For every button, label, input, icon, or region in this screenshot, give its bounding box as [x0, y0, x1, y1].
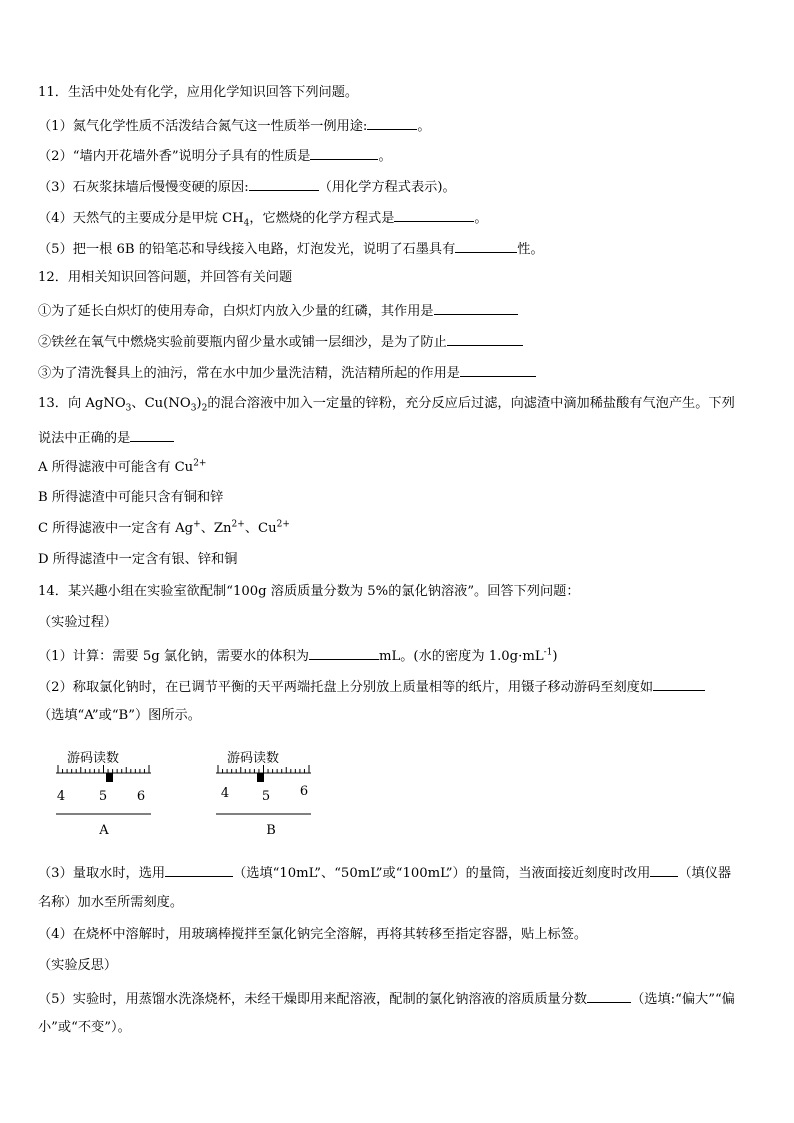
vernier-figure-b [210, 745, 320, 845]
q13-stem2-text: 说法中正确的是 [38, 431, 131, 446]
q12-item2-text: ②铁丝在氧气中燃烧实验前要瓶内留少量水或铺一层细沙，是为了防止 [38, 335, 447, 350]
superscript: 2+ [193, 458, 207, 469]
q11-part1-end: 。 [417, 119, 431, 134]
tick-label-5: 5 [261, 789, 271, 804]
q11-part5-end: 性。 [517, 242, 544, 257]
q13-option-c[interactable] [38, 520, 290, 538]
answer-blank[interactable] [165, 862, 233, 877]
q14-section-reflection: （实验反思） [38, 958, 118, 973]
q14-part3-after: （填仪器 [678, 866, 732, 881]
q12-item2 [38, 331, 523, 352]
q11-part4 [38, 207, 488, 228]
q11-part4-end: 。 [474, 211, 488, 226]
answer-blank[interactable] [455, 238, 517, 253]
figure-b-label: B [266, 823, 276, 838]
q12-item1 [38, 300, 518, 321]
scale-ticks [58, 765, 149, 773]
q14-part1-end: ) [552, 649, 558, 664]
q14-part2-line2: （选填“A”或“B”）图所示。 [38, 708, 201, 723]
q14-stem: 14．某兴趣小组在实验室欲配制“100g 溶质质量分数为 5%的氯化钠溶液”。回答下列问题： [38, 584, 580, 599]
tick-label-6: 6 [299, 784, 309, 799]
q11-part2-text: （2）“墙内开花墙外香”说明分子具有的性质是 [38, 149, 311, 164]
q11-part4-text: （4）天然气的主要成分是甲烷 CH [38, 211, 244, 226]
tick-label-5: 5 [98, 789, 108, 804]
q11-part1-text: （1）氮气化学性质不活泼结合氮气这一性质举一例用途: [38, 119, 368, 134]
q11-stem: 11．生活中处处有化学，应用化学知识回答下列问题。 [38, 85, 359, 100]
q13-option-a-text: A 所得滤液中可能含有 Cu [38, 460, 194, 475]
rider-marker [106, 773, 113, 782]
superscript: -1 [543, 647, 553, 658]
figure-b-caption: 游码读数 [227, 751, 280, 766]
q14-part2 [38, 676, 705, 697]
subscript: 2 [201, 403, 208, 414]
q14-part1-after: mL。(水的密度为 1.0g·mL [378, 649, 544, 664]
q14-part5-line2: 小”或“不变”）。 [38, 1020, 131, 1035]
q13-stem-line2 [38, 427, 174, 448]
vernier-figure-a [48, 745, 158, 845]
q14-part2-text: （2）称取氯化钠时，在已调节平衡的天平两端托盘上分别放上质量相等的纸片，用镊子移动游码至刻度如 [38, 680, 654, 695]
answer-blank[interactable] [650, 862, 678, 877]
subscript: 3 [125, 403, 132, 414]
q13-option-b[interactable] [38, 489, 223, 507]
q11-part5-text: （5）把一根 6B 的铅笔芯和导线接入电路，灯泡发光，说明了石墨具有 [38, 242, 456, 257]
answer-blank[interactable] [249, 176, 319, 191]
q11-part2 [38, 145, 392, 166]
scale-ticks [218, 765, 309, 773]
q14-part5 [38, 988, 735, 1009]
q13-stem-b: 、Cu(NO [131, 396, 191, 411]
q13-option-a[interactable] [38, 459, 206, 477]
superscript: + [193, 519, 201, 530]
q13-stem-c: ) [196, 396, 202, 411]
tick-label-4: 4 [220, 786, 230, 801]
subscript: 3 [190, 403, 197, 414]
q14-part3-line2: 名称）加水至所需刻度。 [38, 895, 184, 910]
tick-label-6: 6 [136, 789, 146, 804]
answer-blank[interactable] [653, 676, 705, 691]
q13-option-b-text: B 所得滤渣中可能只含有铜和锌 [38, 490, 224, 505]
q11-part2-end: 。 [378, 149, 392, 164]
q14-part3 [38, 862, 731, 883]
q14-part5-text: （5）实验时，用蒸馏水洗涤烧杯，未经干燥即用来配溶液，配制的氯化钠溶液的溶质质量分数 [38, 992, 588, 1007]
answer-blank[interactable] [447, 331, 523, 346]
q12-item1-text: ①为了延长白炽灯的使用寿命，白炽灯内放入少量的红磷，其作用是 [38, 304, 434, 319]
answer-blank[interactable] [394, 207, 474, 222]
q14-part5-after: （选填:“偏大”“偏 [631, 992, 735, 1007]
figure-a-label: A [99, 823, 109, 838]
answer-blank[interactable] [367, 115, 417, 130]
q14-part3-text: （3）量取水时，选用 [38, 866, 166, 881]
q13-stem-d: 的混合溶液中加入一定量的锌粉，充分反应后过滤，向滤渣中滴加稀盐酸有气泡产生。下列 [207, 396, 735, 411]
q13-option-d-text: D 所得滤渣中一定含有银、锌和铜 [38, 552, 238, 567]
q12-stem: 12．用相关知识回答问题，并回答有关问题 [38, 270, 293, 285]
superscript: 2+ [276, 519, 290, 530]
q12-item3 [38, 362, 536, 383]
answer-blank[interactable] [460, 362, 536, 377]
q12-item3-text: ③为了清洗餐具上的油污，常在水中加少量洗洁精，洗洁精所起的作用是 [38, 366, 460, 381]
q14-section-process: （实验过程） [38, 615, 118, 630]
q14-part3-mid: （选填“10mL”、“50mL”或“100mL”）的量筒，当液面接近刻度时改用 [233, 866, 651, 881]
rider-marker [257, 773, 264, 782]
answer-blank[interactable] [587, 988, 631, 1003]
q11-part3-end: （用化学方程式表示)。 [318, 180, 456, 195]
tick-label-4: 4 [56, 789, 66, 804]
q14-part1 [38, 645, 558, 666]
q13-option-c-text2: 、Zn [200, 521, 232, 536]
q13-stem [38, 395, 735, 413]
q13-option-c-text: C 所得滤液中一定含有 Ag [38, 521, 194, 536]
q14-part4: （4）在烧杯中溶解时，用玻璃棒搅拌至氯化钠完全溶解，再将其转移至指定容器，贴上标签。 [38, 927, 588, 942]
q11-part4-mid: ，它燃烧的化学方程式是 [249, 211, 395, 226]
answer-blank[interactable] [309, 645, 379, 660]
q11-part3 [38, 176, 456, 197]
q11-part5 [38, 238, 544, 259]
q14-part1-text: （1）计算：需要 5g 氯化钠，需要水的体积为 [38, 649, 309, 664]
superscript: 2+ [231, 519, 245, 530]
q11-part1 [38, 115, 431, 136]
figure-a-caption: 游码读数 [67, 751, 120, 766]
q13-stem-a: 13．向 AgNO [38, 396, 126, 411]
q11-part3-text: （3）石灰浆抹墙后慢慢变硬的原因: [38, 180, 249, 195]
subscript: 4 [243, 218, 250, 229]
q13-option-c-text3: 、Cu [244, 521, 277, 536]
answer-blank[interactable] [434, 300, 518, 315]
q13-option-d[interactable] [38, 551, 237, 569]
answer-blank[interactable] [130, 427, 174, 442]
answer-blank[interactable] [310, 145, 378, 160]
